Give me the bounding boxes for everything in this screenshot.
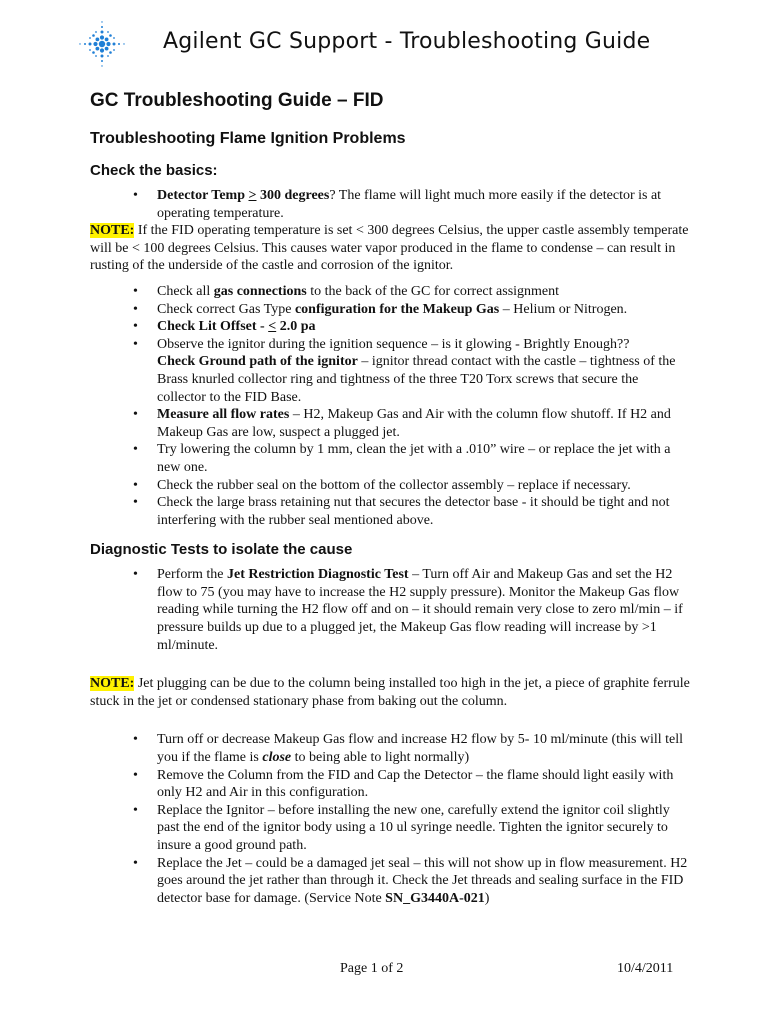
diagnostic-heading: Diagnostic Tests to isolate the cause	[90, 541, 353, 559]
basics-list-intro	[90, 187, 690, 222]
list-item: • Check the large brass retaining nut that secures the detector base - it should be tight and not interfering with the rubber seal mentioned above.	[90, 494, 690, 529]
section-title: Troubleshooting Flame Ignition Problems	[90, 130, 406, 147]
list-item: • Replace the Jet – could be a damaged jet seal – this will not show up in flow measurement. H2 goes around the jet rather than through it. Check the Jet threads and sealing surface in the FID detector base for damage. (Service Note SN_G3440A-021)	[90, 855, 690, 908]
page-number: Page 1 of 2	[340, 961, 404, 976]
list-item: • Measure all flow rates – H2, Makeup Gas and Air with the column flow shutoff. If H2 and Makeup Gas are low, suspect a plugged jet.	[90, 406, 690, 441]
list-item: • Check the rubber seal on the bottom of the collector assembly – replace if necessary.	[90, 477, 690, 495]
list-item: • Try lowering the column by 1 mm, clean the jet with a .010” wire – or replace the jet with a new one.	[90, 441, 690, 476]
basics-heading: Check the basics:	[90, 162, 218, 179]
list-item: • Remove the Column from the FID and Cap the Detector – the flame should light easily with only H2 and Air in this configuration.	[90, 767, 690, 802]
note-paragraph: NOTE: Jet plugging can be due to the column being installed too high in the jet, a piece of graphite ferrule stuck in the jet or condensed stationary phase from baking out the column.	[90, 676, 690, 709]
note-label: NOTE:	[90, 223, 135, 239]
document-body	[90, 88, 690, 907]
agilent-spark-icon	[78, 20, 126, 68]
list-item: • Replace the Ignitor – before installing the new one, carefully extend the ignitor coil slightly past the end of the ignitor body using a 10 ul syringe needle. Tighten the ignitor securely to insure a good ground path.	[90, 802, 690, 855]
list-item: • Turn off or decrease Makeup Gas flow and increase H2 flow by 5- 10 ml/minute (this will tell you if the flame is close to being able to light normally)	[90, 731, 690, 766]
document-title: GC Troubleshooting Guide – FID	[90, 90, 384, 111]
list-item: • Perform the Jet Restriction Diagnostic Test – Turn off Air and Makeup Gas and set the H2 flow to 75 (you may have to increase the H2 supply pressure). Monitor the Makeup Gas flow reading while turning the H2 flow off and on – it should remain very close to zero ml/min – if pressure builds up due to a plugged jet, the Makeup Gas flow reading will increase by >1 ml/minute.	[90, 566, 690, 654]
note-label: NOTE:	[90, 676, 135, 692]
header-title: Agilent GC Support - Troubleshooting Guide	[163, 29, 651, 54]
list-item: • Check all gas connections to the back of the GC for correct assignment	[90, 283, 690, 301]
diagnostic-list-intro	[90, 566, 690, 654]
list-item: • Observe the ignitor during the ignition sequence – is it glowing - Brightly Enough?? Check Ground path of the ignitor – ignitor thread contact with the castle – tightness of the Brass knurled collector ring and tightness of the three T20 Torx screws that secure the collector to the FID Base.	[90, 336, 690, 406]
footer-date: 10/4/2011	[617, 961, 674, 976]
page-header	[0, 12, 768, 72]
list-item: • Detector Temp > 300 degrees? The flame will light much more easily if the detector is at operating temperature.	[90, 187, 690, 222]
list-item: • Check correct Gas Type configuration for the Makeup Gas – Helium or Nitrogen.	[90, 301, 690, 319]
note-paragraph: NOTE: If the FID operating temperature is set < 300 degrees Celsius, the upper castle assembly temperate will be < 100 degrees Celsius. This causes water vapor produced in the flame to condense – can result in rusting of the underside of the castle and corrosion of the ignitor.	[90, 223, 689, 274]
diagnostic-list	[90, 731, 690, 907]
basics-list	[90, 283, 690, 529]
list-item: • Check Lit Offset - < 2.0 pa	[90, 318, 690, 336]
